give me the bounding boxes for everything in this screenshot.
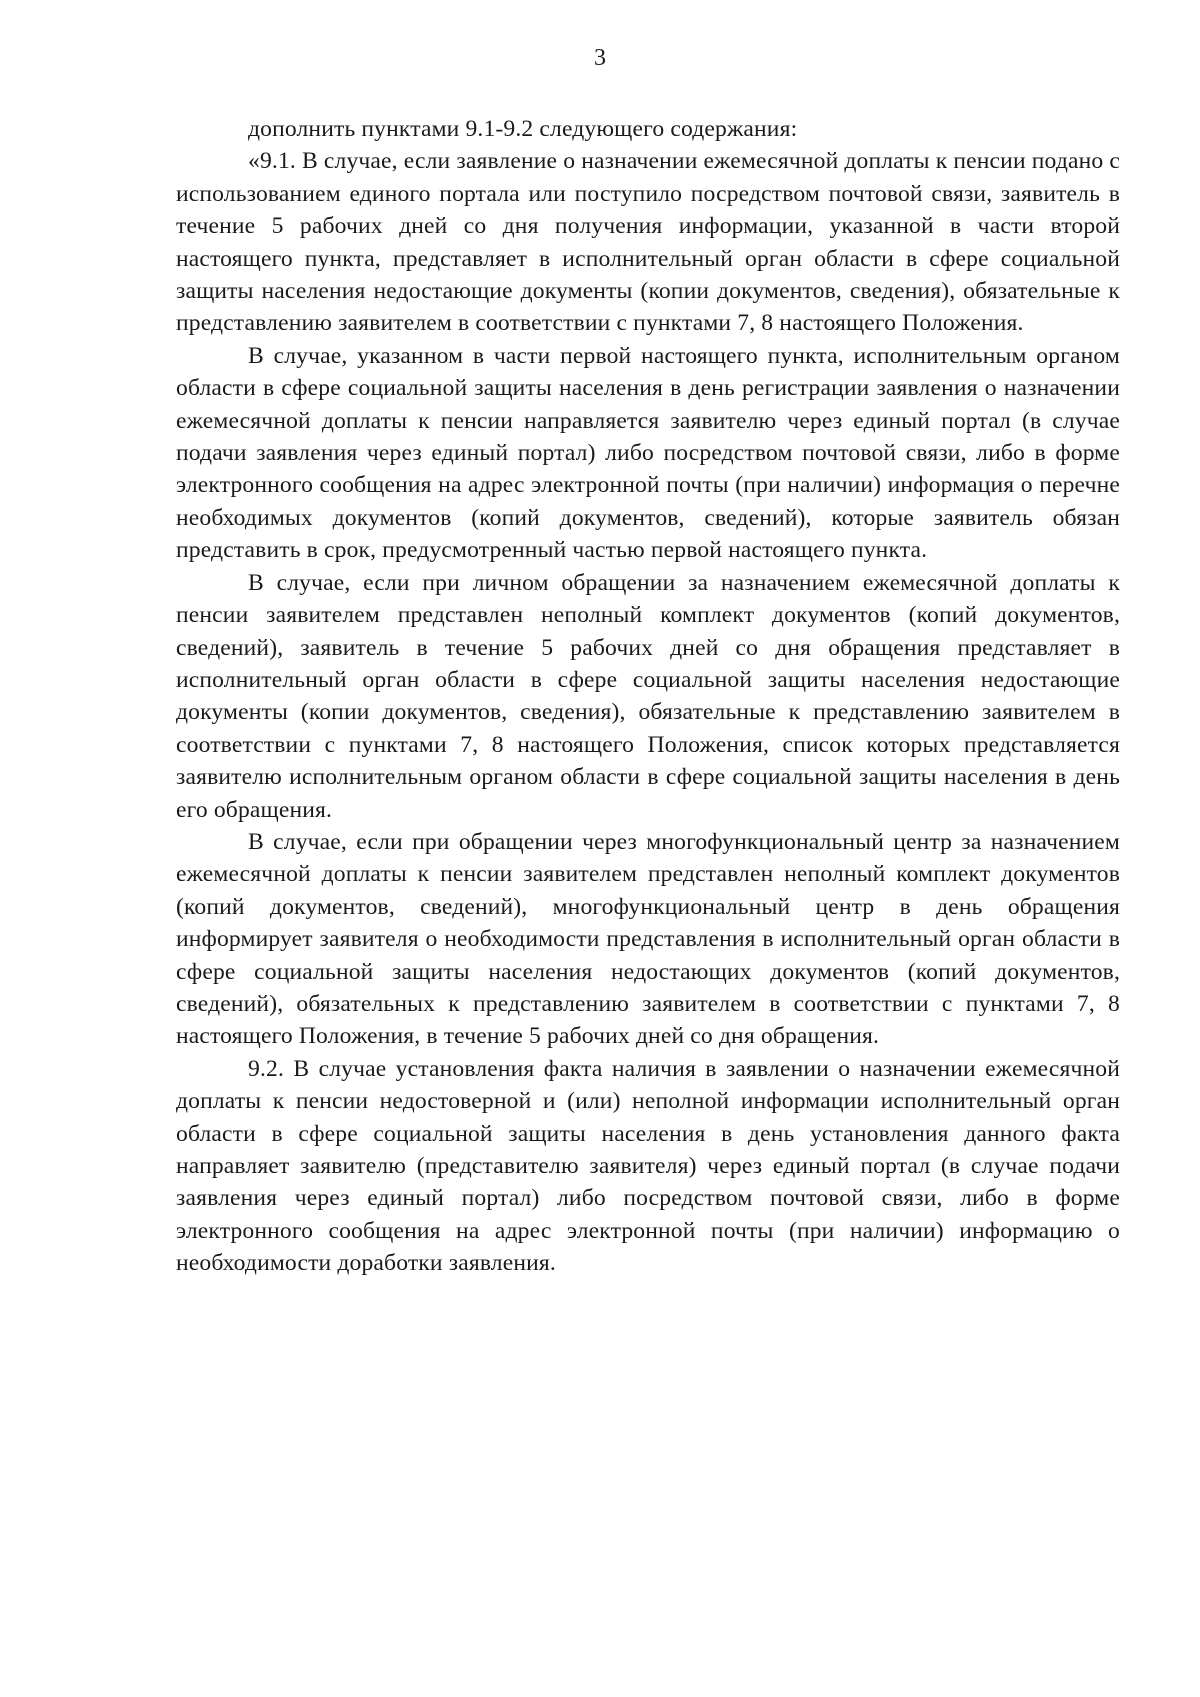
- paragraph-9-1-part-3: В случае, если при личном обращении за назначением ежемесячной доплаты к пенсии заявителем представлен неполный комплект документов (копий документов, сведений), заявитель в течение 5 рабочих дней со дня обращения представляет в исполнительный орган области в сфере социальной защиты населения недостающие документы (копии документов, сведения), обязательные к представлению заявителем в соответствии с пунктами 7, 8 настоящего Положения, список которых представляется заявителю исполнительным органом области в сфере социальной защиты населения в день его обращения.: [176, 569, 1120, 823]
- paragraph-intro: дополнить пунктами 9.1-9.2 следующего содержания:: [248, 116, 798, 142]
- paragraph-9-1-part-4: В случае, если при обращении через многофункциональный центр за назначением ежемесячной доплаты к пенсии заявителем представлен неполный комплект документов (копий документов, сведений), многофункциональный центр в день обращения информирует заявителя о необходимости представления в исполнительный орган области в сфере социальной защиты населения недостающих документов (копий документов, сведений), обязательных к представлению заявителем в соответствии с пунктами 7, 8 настоящего Положения, в течение 5 рабочих дней со дня обращения.: [176, 828, 1120, 1050]
- page-number: 3: [594, 45, 606, 71]
- paragraph-9-1: «9.1. В случае, если заявление о назначении ежемесячной доплаты к пенсии подано с использованием единого портала или поступило посредством почтовой связи, заявитель в течение 5 рабочих дней со дня получения информации, указанной в части второй настоящего пункта, представляет в исполнительный орган области в сфере социальной защиты населения недостающие документы (копии документов, сведения), обязательные к представлению заявителем в соответствии с пунктами 7, 8 настоящего Положения.: [176, 148, 1120, 337]
- document-body: [176, 113, 1120, 1280]
- paragraph-9-2: 9.2. В случае установления факта наличия в заявлении о назначении ежемесячной доплаты к пенсии недостоверной и (или) неполной информации исполнительный орган области в сфере социальной защиты населения в день установления данного факта направляет заявителю (представителю заявителя) через единый портал (в случае подачи заявления через единый портал) либо посредством почтовой связи, либо в форме электронного сообщения на адрес электронной почты (при наличии) информацию о необходимости доработки заявления.: [176, 1055, 1120, 1277]
- paragraph-9-1-part-2: В случае, указанном в части первой настоящего пункта, исполнительным органом области в сфере социальной защиты населения в день регистрации заявления о назначении ежемесячной доплаты к пенсии направляется заявителю через единый портал (в случае подачи заявления через единый портал) либо посредством почтовой связи, либо в форме электронного сообщения на адрес электронной почты (при наличии) информация о перечне необходимых документов (копий документов, сведений), которые заявитель обязан представить в срок, предусмотренный частью первой настоящего пункта.: [176, 342, 1120, 564]
